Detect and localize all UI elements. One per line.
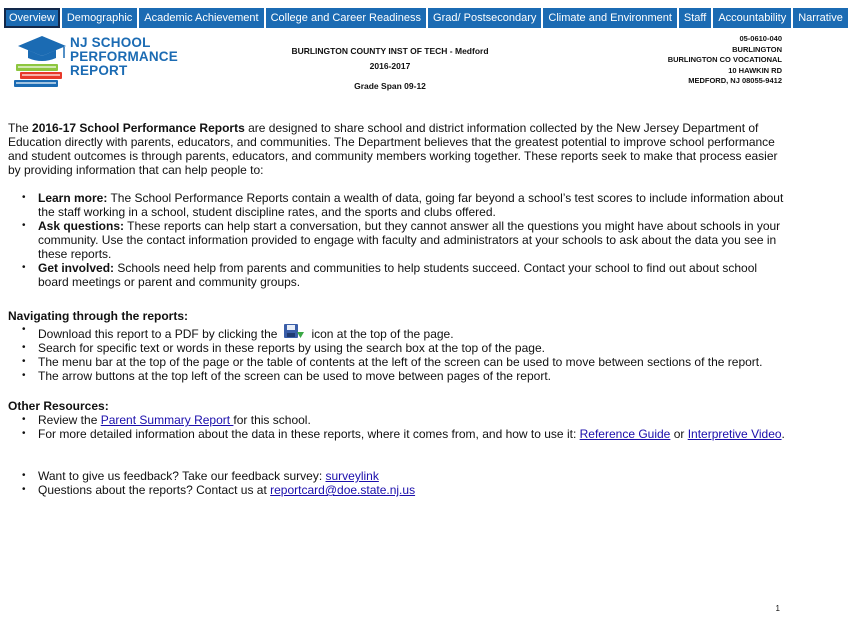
resources-list bbox=[8, 413, 790, 441]
district-name: BURLINGTON CO VOCATIONAL bbox=[667, 55, 782, 64]
navigating-list bbox=[8, 323, 790, 383]
purpose-list bbox=[8, 191, 790, 289]
tab-college-career-readiness[interactable]: College and Career Readiness bbox=[266, 8, 426, 28]
save-pdf-icon[interactable] bbox=[283, 323, 305, 341]
grade-span: Grade Span 09-12 bbox=[354, 81, 426, 91]
books-graduation-cap-icon bbox=[14, 32, 72, 90]
street-address: 10 HAWKIN RD bbox=[728, 65, 782, 75]
tab-accountability[interactable]: Accountability bbox=[713, 8, 791, 28]
school-code: 05-0610-040 bbox=[739, 34, 782, 43]
list-item: • Review the Parent Summary Report for this school. bbox=[8, 413, 790, 427]
report-year: 2016-2017 bbox=[369, 61, 411, 71]
report-nav-bar bbox=[4, 8, 843, 28]
list-item: • Learn more: The School Performance Reports contain a wealth of data, going far beyond a school’s test scores to include information about the staff working in a school, student discipline rates, and the sports and clubs offered. bbox=[8, 191, 790, 219]
school-name: BURLINGTON COUNTY INST OF TECH - Medford bbox=[291, 46, 489, 56]
tab-staff[interactable]: Staff bbox=[679, 8, 711, 28]
logo-wordmark: NJ SCHOOL PERFORMANCE REPORT bbox=[70, 35, 178, 78]
list-item: • For more detailed information about the data in these reports, where it comes from, and how to use it: Reference Guide or Interpretive Video. bbox=[8, 427, 790, 441]
tab-demographic[interactable]: Demographic bbox=[62, 8, 137, 28]
school-header bbox=[240, 44, 540, 94]
list-item: • Get involved: Schools need help from parents and communities to help students succeed. Contact your school to find out about school board meetings or parent and community groups. bbox=[8, 261, 790, 289]
tab-overview[interactable]: Overview bbox=[4, 8, 60, 28]
reference-guide-link[interactable]: Reference Guide bbox=[579, 427, 671, 441]
navigating-title: Navigating through the reports: bbox=[8, 309, 188, 323]
school-address-block bbox=[668, 34, 782, 87]
list-item: • The menu bar at the top of the page or the table of contents at the left of the screen can be used to move between sections of the report. bbox=[8, 355, 790, 369]
interpretive-video-link[interactable]: Interpretive Video bbox=[687, 427, 782, 441]
list-item: • Download this report to a PDF by clicking the icon at the top of the page. bbox=[8, 323, 790, 341]
tab-grad-postsecondary[interactable]: Grad/ Postsecondary bbox=[428, 8, 541, 28]
overview-content bbox=[8, 121, 790, 497]
other-resources-title: Other Resources: bbox=[8, 399, 109, 413]
nj-school-performance-logo bbox=[14, 32, 184, 90]
list-item: • Want to give us feedback? Take our feedback survey: surveylink bbox=[8, 469, 790, 483]
page-number: 1 bbox=[775, 604, 780, 613]
county-name: BURLINGTON bbox=[732, 44, 782, 54]
intro-paragraph: The 2016-17 School Performance Reports are designed to share school and district information collected by the New Jersey Department of Education directly with parents, educators, and communities. The Department believes that the greatest potential to improve school performance and student outcomes is through parents, educators, and community members working together. These reports seek to make that process easier by providing information that can help people to: bbox=[8, 121, 778, 177]
survey-link[interactable]: surveylink bbox=[325, 469, 379, 483]
list-item: • Questions about the reports? Contact us at reportcard@doe.state.nj.us bbox=[8, 483, 790, 497]
list-item: • The arrow buttons at the top left of the screen can be used to move between pages of the report. bbox=[8, 369, 790, 383]
list-item: • Search for specific text or words in these reports by using the search box at the top of the page. bbox=[8, 341, 790, 355]
parent-summary-report-link[interactable]: Parent Summary Report bbox=[100, 413, 234, 427]
list-item: • Ask questions: These reports can help start a conversation, but they cannot answer all the questions you might have about schools in your community. Use the contact information provided to engage with faculty and administrators at your schools to ask about the data you see in these reports. bbox=[8, 219, 790, 261]
tab-climate-environment[interactable]: Climate and Environment bbox=[543, 8, 677, 28]
contact-list bbox=[8, 469, 790, 497]
contact-email-link[interactable]: reportcard@doe.state.nj.us bbox=[270, 483, 416, 497]
tab-academic-achievement[interactable]: Academic Achievement bbox=[139, 8, 263, 28]
tab-narrative[interactable]: Narrative bbox=[793, 8, 848, 28]
city-state-zip: MEDFORD, NJ 08055-9412 bbox=[688, 76, 782, 85]
